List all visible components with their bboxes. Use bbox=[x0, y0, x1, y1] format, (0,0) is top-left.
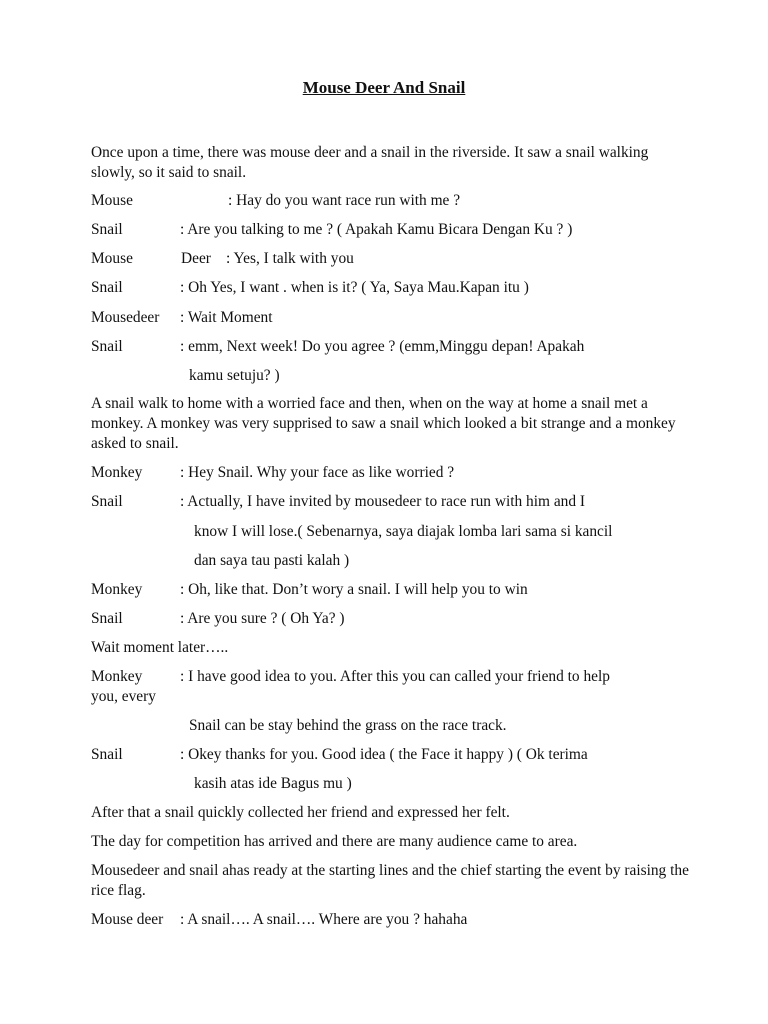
dialogue-text-cont: Snail can be stay behind the grass on the race track. bbox=[189, 717, 507, 734]
dialogue-text: : Wait Moment bbox=[180, 309, 273, 326]
dialogue-speaker-cont: Deer bbox=[181, 250, 211, 267]
dialogue-text: : Hay do you want race run with me ? bbox=[228, 192, 461, 209]
dialogue-text: : Oh, like that. Don’t wory a snail. I will help you to win bbox=[180, 581, 528, 598]
dialogue-speaker: Monkey bbox=[91, 581, 143, 598]
narration-line: Wait moment later….. bbox=[91, 639, 229, 656]
dialogue-speaker: Monkey bbox=[91, 464, 143, 481]
dialogue-text-cont: kasih atas ide Bagus mu ) bbox=[194, 775, 352, 792]
dialogue-speaker: Snail bbox=[91, 338, 123, 355]
dialogue-text: : A snail…. A snail…. Where are you ? hahaha bbox=[180, 911, 468, 928]
dialogue-text-cont: know I will lose.( Sebenarnya, saya diajak lomba lari sama si kancil bbox=[194, 523, 613, 540]
dialogue-text-wrap: you, every bbox=[91, 688, 156, 705]
dialogue-text: : Are you sure ? ( Oh Ya? ) bbox=[180, 610, 345, 627]
story-paragraph: The day for competition has arrived and there are many audience came to area. bbox=[91, 833, 578, 850]
dialogue-speaker: Mousedeer bbox=[91, 309, 160, 326]
story-paragraph: After that a snail quickly collected her friend and expressed her felt. bbox=[91, 804, 510, 821]
dialogue-text: : Oh Yes, I want . when is it? ( Ya, Saya Mau.Kapan itu ) bbox=[180, 279, 529, 296]
dialogue-text: : Are you talking to me ? ( Apakah Kamu Bicara Dengan Ku ? ) bbox=[180, 221, 573, 238]
dialogue-text-cont: dan saya tau pasti kalah ) bbox=[194, 552, 350, 569]
dialogue-speaker: Snail bbox=[91, 279, 123, 296]
dialogue-text: : Yes, I talk with you bbox=[226, 250, 354, 267]
dialogue-speaker: Mouse deer bbox=[91, 911, 164, 928]
dialogue-text: : Actually, I have invited by mousedeer to race run with him and I bbox=[180, 493, 586, 510]
dialogue-text: : Okey thanks for you. Good idea ( the Face it happy ) ( Ok terima bbox=[180, 746, 588, 763]
intro-paragraph: Once upon a time, there was mouse deer and a snail in the riverside. It saw a snail walking slowly, so it said to snail. bbox=[91, 144, 649, 181]
story-paragraph: Mousedeer and snail ahas ready at the starting lines and the chief starting the event by raising the rice flag. bbox=[91, 862, 689, 899]
document-title: Mouse Deer And Snail bbox=[302, 78, 466, 97]
story-paragraph: A snail walk to home with a worried face and then, when on the way at home a snail met a monkey. A monkey was very supprised to saw a snail which looked a bit strange and a monkey asked to snail. bbox=[91, 395, 676, 452]
dialogue-text: : emm, Next week! Do you agree ? (emm,Minggu depan! Apakah bbox=[180, 338, 585, 355]
dialogue-speaker: Mouse bbox=[91, 250, 133, 267]
dialogue-speaker: Snail bbox=[91, 221, 123, 238]
dialogue-text: : Hey Snail. Why your face as like worried ? bbox=[180, 464, 455, 481]
dialogue-speaker: Snail bbox=[91, 610, 123, 627]
dialogue-speaker: Snail bbox=[91, 493, 123, 510]
dialogue-text-cont: kamu setuju? ) bbox=[189, 367, 280, 384]
dialogue-speaker: Mouse bbox=[91, 192, 133, 209]
dialogue-text: : I have good idea to you. After this you can called your friend to help bbox=[180, 668, 610, 685]
dialogue-speaker: Monkey bbox=[91, 668, 143, 685]
dialogue-speaker: Snail bbox=[91, 746, 123, 763]
